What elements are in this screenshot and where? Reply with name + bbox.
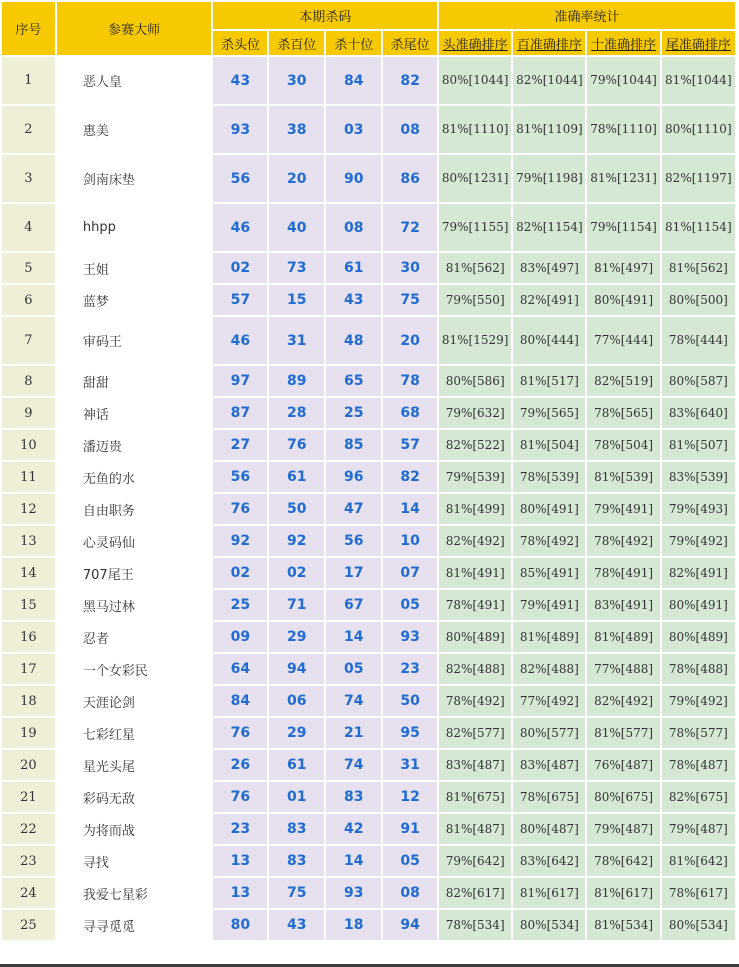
tens-accuracy-stat: 81%[617] xyxy=(587,878,659,908)
hundreds-accuracy-stat: 81%[504] xyxy=(513,430,585,460)
kill-tail-code: 57 xyxy=(383,430,437,460)
tens-accuracy-stat: 78%[642] xyxy=(587,846,659,876)
kill-tens-code: 74 xyxy=(326,750,381,780)
row-index: 14 xyxy=(2,558,55,588)
kill-tail-code: 30 xyxy=(383,253,437,283)
kill-tail-code: 08 xyxy=(383,106,437,153)
master-name: 王姐 xyxy=(57,253,212,283)
row-index: 6 xyxy=(2,285,55,315)
master-name: 剑南床垫 xyxy=(57,155,212,202)
kill-tail-code: 91 xyxy=(383,814,437,844)
head-accuracy-stat: 80%[1044] xyxy=(439,57,511,104)
tail-accuracy-stat: 81%[642] xyxy=(662,846,735,876)
head-accuracy-stat: 81%[491] xyxy=(439,558,511,588)
kill-hundreds-code: 31 xyxy=(269,317,324,364)
table-row xyxy=(2,398,735,428)
kill-tens-code: 93 xyxy=(326,878,381,908)
table-row xyxy=(2,106,735,153)
head-accuracy-stat: 79%[1155] xyxy=(439,204,511,251)
tail-accuracy-stat: 82%[675] xyxy=(662,782,735,812)
kill-hundreds-code: 28 xyxy=(269,398,324,428)
hundreds-accuracy-stat: 79%[1198] xyxy=(513,155,585,202)
row-index: 17 xyxy=(2,654,55,684)
kill-tens-code: 96 xyxy=(326,462,381,492)
row-index: 8 xyxy=(2,366,55,396)
tens-accuracy-stat: 78%[491] xyxy=(587,558,659,588)
header-kill-group: 本期杀码 xyxy=(213,2,437,29)
kill-tail-code: 95 xyxy=(383,718,437,748)
tens-accuracy-stat: 80%[491] xyxy=(587,285,659,315)
tail-accuracy-stat: 80%[491] xyxy=(662,590,735,620)
tail-accuracy-stat: 80%[489] xyxy=(662,622,735,652)
tail-accuracy-stat: 80%[500] xyxy=(662,285,735,315)
kill-hundreds-code: 92 xyxy=(269,526,324,556)
tail-accuracy-stat: 78%[488] xyxy=(662,654,735,684)
kill-head-code: 93 xyxy=(213,106,267,153)
table-row xyxy=(2,204,735,251)
master-name: 一个女彩民 xyxy=(57,654,212,684)
kill-head-code: 92 xyxy=(213,526,267,556)
kill-head-code: 46 xyxy=(213,317,267,364)
table-row xyxy=(2,654,735,684)
head-accuracy-stat: 82%[522] xyxy=(439,430,511,460)
kill-hundreds-code: 38 xyxy=(269,106,324,153)
tens-accuracy-stat: 77%[444] xyxy=(587,317,659,364)
head-accuracy-stat: 81%[562] xyxy=(439,253,511,283)
head-accuracy-stat: 83%[487] xyxy=(439,750,511,780)
kill-tens-code: 48 xyxy=(326,317,381,364)
hundreds-accuracy-stat: 85%[491] xyxy=(513,558,585,588)
head-accuracy-stat: 80%[489] xyxy=(439,622,511,652)
kill-tens-code: 90 xyxy=(326,155,381,202)
hundreds-accuracy-stat: 80%[444] xyxy=(513,317,585,364)
hundreds-accuracy-stat: 78%[539] xyxy=(513,462,585,492)
kill-tens-code: 18 xyxy=(326,910,381,940)
table-row xyxy=(2,494,735,524)
kill-head-code: 64 xyxy=(213,654,267,684)
kill-head-code: 25 xyxy=(213,590,267,620)
kill-tens-code: 14 xyxy=(326,622,381,652)
table-row xyxy=(2,285,735,315)
tens-accuracy-stat: 81%[1231] xyxy=(587,155,659,202)
kill-head-code: 57 xyxy=(213,285,267,315)
kill-tens-code: 65 xyxy=(326,366,381,396)
hundreds-accuracy-stat: 80%[534] xyxy=(513,910,585,940)
kill-tens-code: 43 xyxy=(326,285,381,315)
tail-accuracy-stat: 83%[640] xyxy=(662,398,735,428)
hundreds-accuracy-stat: 78%[492] xyxy=(513,526,585,556)
row-index: 7 xyxy=(2,317,55,364)
kill-tail-code: 05 xyxy=(383,590,437,620)
row-index: 22 xyxy=(2,814,55,844)
kill-hundreds-code: 75 xyxy=(269,878,324,908)
hundreds-accuracy-stat: 82%[1154] xyxy=(513,204,585,251)
tail-accuracy-stat: 80%[587] xyxy=(662,366,735,396)
kill-hundreds-code: 89 xyxy=(269,366,324,396)
table-row xyxy=(2,155,735,202)
kill-head-code: 02 xyxy=(213,558,267,588)
hundreds-accuracy-stat: 82%[488] xyxy=(513,654,585,684)
table-row xyxy=(2,253,735,283)
hundreds-accuracy-stat: 82%[1044] xyxy=(513,57,585,104)
kill-head-code: 80 xyxy=(213,910,267,940)
kill-hundreds-code: 02 xyxy=(269,558,324,588)
master-name: 天涯论剑 xyxy=(57,686,212,716)
kill-head-code: 13 xyxy=(213,846,267,876)
row-index: 25 xyxy=(2,910,55,940)
tens-accuracy-stat: 79%[1154] xyxy=(587,204,659,251)
row-index: 12 xyxy=(2,494,55,524)
kill-tens-code: 85 xyxy=(326,430,381,460)
tail-accuracy-stat: 79%[487] xyxy=(662,814,735,844)
row-index: 19 xyxy=(2,718,55,748)
master-name: 心灵码仙 xyxy=(57,526,212,556)
kill-hundreds-code: 01 xyxy=(269,782,324,812)
tail-accuracy-stat: 81%[1154] xyxy=(662,204,735,251)
hundreds-accuracy-stat: 79%[491] xyxy=(513,590,585,620)
header-master: 参赛大师 xyxy=(57,2,212,55)
kill-tens-code: 03 xyxy=(326,106,381,153)
tens-accuracy-stat: 81%[539] xyxy=(587,462,659,492)
kill-hundreds-code: 61 xyxy=(269,462,324,492)
kill-tail-code: 82 xyxy=(383,462,437,492)
head-accuracy-stat: 78%[492] xyxy=(439,686,511,716)
kill-hundreds-code: 06 xyxy=(269,686,324,716)
header-accuracy-group: 准确率统计 xyxy=(439,2,735,29)
table-row xyxy=(2,718,735,748)
table-row xyxy=(2,910,735,940)
kill-hundreds-code: 29 xyxy=(269,718,324,748)
head-accuracy-stat: 79%[642] xyxy=(439,846,511,876)
kill-tail-code: 78 xyxy=(383,366,437,396)
tail-accuracy-stat: 79%[492] xyxy=(662,526,735,556)
master-name: 寻寻觅觅 xyxy=(57,910,212,940)
row-index: 23 xyxy=(2,846,55,876)
kill-hundreds-code: 43 xyxy=(269,910,324,940)
kill-tail-code: 23 xyxy=(383,654,437,684)
table-row xyxy=(2,590,735,620)
hundreds-accuracy-stat: 79%[565] xyxy=(513,398,585,428)
head-accuracy-stat: 82%[488] xyxy=(439,654,511,684)
kill-tens-code: 74 xyxy=(326,686,381,716)
master-name: 甜甜 xyxy=(57,366,212,396)
master-name: 七彩红星 xyxy=(57,718,212,748)
hundreds-accuracy-stat: 83%[642] xyxy=(513,846,585,876)
row-index: 16 xyxy=(2,622,55,652)
kill-tail-code: 75 xyxy=(383,285,437,315)
row-index: 2 xyxy=(2,106,55,153)
kill-tail-code: 82 xyxy=(383,57,437,104)
kill-tens-code: 56 xyxy=(326,526,381,556)
kill-tens-code: 83 xyxy=(326,782,381,812)
tail-accuracy-stat: 80%[1110] xyxy=(662,106,735,153)
kill-head-code: 56 xyxy=(213,155,267,202)
kill-hundreds-code: 29 xyxy=(269,622,324,652)
hundreds-accuracy-stat: 81%[1109] xyxy=(513,106,585,153)
header-kill-hundreds: 杀百位 xyxy=(269,31,324,55)
kill-head-code: 02 xyxy=(213,253,267,283)
kill-tail-code: 14 xyxy=(383,494,437,524)
master-name: 黑马过林 xyxy=(57,590,212,620)
table-row xyxy=(2,846,735,876)
hundreds-accuracy-stat: 83%[487] xyxy=(513,750,585,780)
master-name: 审码王 xyxy=(57,317,212,364)
tens-accuracy-stat: 78%[565] xyxy=(587,398,659,428)
tail-accuracy-stat: 78%[617] xyxy=(662,878,735,908)
kill-tail-code: 72 xyxy=(383,204,437,251)
row-index: 9 xyxy=(2,398,55,428)
head-accuracy-stat: 81%[1110] xyxy=(439,106,511,153)
tail-accuracy-stat: 82%[1197] xyxy=(662,155,735,202)
kill-head-code: 43 xyxy=(213,57,267,104)
kill-tail-code: 20 xyxy=(383,317,437,364)
tens-accuracy-stat: 79%[491] xyxy=(587,494,659,524)
table-row xyxy=(2,782,735,812)
kill-tens-code: 42 xyxy=(326,814,381,844)
header-kill-tens: 杀十位 xyxy=(326,31,381,55)
tens-accuracy-stat: 78%[504] xyxy=(587,430,659,460)
row-index: 4 xyxy=(2,204,55,251)
tail-accuracy-stat: 79%[493] xyxy=(662,494,735,524)
tens-accuracy-stat: 79%[487] xyxy=(587,814,659,844)
kill-hundreds-code: 20 xyxy=(269,155,324,202)
tens-accuracy-stat: 76%[487] xyxy=(587,750,659,780)
tens-accuracy-stat: 78%[1110] xyxy=(587,106,659,153)
kill-head-code: 76 xyxy=(213,718,267,748)
tens-accuracy-stat: 82%[492] xyxy=(587,686,659,716)
tail-accuracy-stat: 82%[491] xyxy=(662,558,735,588)
head-accuracy-stat: 81%[499] xyxy=(439,494,511,524)
tens-accuracy-stat: 81%[489] xyxy=(587,622,659,652)
row-index: 11 xyxy=(2,462,55,492)
header-kill-head: 杀头位 xyxy=(213,31,267,55)
kill-tail-code: 86 xyxy=(383,155,437,202)
row-index: 21 xyxy=(2,782,55,812)
row-index: 18 xyxy=(2,686,55,716)
master-name: 我爱七星彩 xyxy=(57,878,212,908)
table-row xyxy=(2,750,735,780)
kill-head-code: 87 xyxy=(213,398,267,428)
kill-tens-code: 21 xyxy=(326,718,381,748)
head-accuracy-stat: 78%[491] xyxy=(439,590,511,620)
row-index: 3 xyxy=(2,155,55,202)
kill-tail-code: 08 xyxy=(383,878,437,908)
kill-tail-code: 10 xyxy=(383,526,437,556)
kill-head-code: 13 xyxy=(213,878,267,908)
kill-tens-code: 47 xyxy=(326,494,381,524)
tail-accuracy-stat: 81%[507] xyxy=(662,430,735,460)
kill-hundreds-code: 30 xyxy=(269,57,324,104)
head-accuracy-stat: 79%[632] xyxy=(439,398,511,428)
kill-tail-code: 31 xyxy=(383,750,437,780)
tail-accuracy-stat: 81%[562] xyxy=(662,253,735,283)
row-index: 5 xyxy=(2,253,55,283)
head-accuracy-stat: 81%[675] xyxy=(439,782,511,812)
kill-head-code: 56 xyxy=(213,462,267,492)
hundreds-accuracy-stat: 80%[487] xyxy=(513,814,585,844)
master-name: 707尾王 xyxy=(57,558,212,588)
head-accuracy-stat: 82%[617] xyxy=(439,878,511,908)
table-body xyxy=(2,57,735,940)
tail-accuracy-stat: 83%[539] xyxy=(662,462,735,492)
kill-hundreds-code: 73 xyxy=(269,253,324,283)
kill-head-code: 26 xyxy=(213,750,267,780)
row-index: 24 xyxy=(2,878,55,908)
header-index: 序号 xyxy=(2,2,55,55)
kill-tail-code: 93 xyxy=(383,622,437,652)
hundreds-accuracy-stat: 80%[491] xyxy=(513,494,585,524)
tail-accuracy-stat: 79%[492] xyxy=(662,686,735,716)
kill-head-code: 27 xyxy=(213,430,267,460)
kill-hundreds-code: 15 xyxy=(269,285,324,315)
kill-tens-code: 84 xyxy=(326,57,381,104)
kill-hundreds-code: 50 xyxy=(269,494,324,524)
table-row xyxy=(2,430,735,460)
row-index: 1 xyxy=(2,57,55,104)
kill-tail-code: 07 xyxy=(383,558,437,588)
master-name: 神话 xyxy=(57,398,212,428)
kill-head-code: 76 xyxy=(213,494,267,524)
kill-hundreds-code: 94 xyxy=(269,654,324,684)
head-accuracy-stat: 80%[586] xyxy=(439,366,511,396)
tail-accuracy-stat: 78%[444] xyxy=(662,317,735,364)
table-row xyxy=(2,558,735,588)
table-row xyxy=(2,814,735,844)
kill-tail-code: 12 xyxy=(383,782,437,812)
head-accuracy-stat: 80%[1231] xyxy=(439,155,511,202)
kill-tens-code: 08 xyxy=(326,204,381,251)
sort-head-accuracy[interactable]: 头准确排序 xyxy=(439,31,511,55)
hundreds-accuracy-stat: 81%[617] xyxy=(513,878,585,908)
kill-tens-code: 17 xyxy=(326,558,381,588)
hundreds-accuracy-stat: 81%[489] xyxy=(513,622,585,652)
table-row xyxy=(2,462,735,492)
kill-hundreds-code: 71 xyxy=(269,590,324,620)
tens-accuracy-stat: 78%[492] xyxy=(587,526,659,556)
kill-head-code: 97 xyxy=(213,366,267,396)
kill-tens-code: 61 xyxy=(326,253,381,283)
head-accuracy-stat: 78%[534] xyxy=(439,910,511,940)
master-name: 为将而战 xyxy=(57,814,212,844)
master-name: hhpp xyxy=(57,204,212,251)
table-row xyxy=(2,526,735,556)
tens-accuracy-stat: 81%[577] xyxy=(587,718,659,748)
tens-accuracy-stat: 80%[675] xyxy=(587,782,659,812)
master-name: 寻找 xyxy=(57,846,212,876)
tens-accuracy-stat: 83%[491] xyxy=(587,590,659,620)
master-name: 无鱼的水 xyxy=(57,462,212,492)
sort-tail-accuracy[interactable]: 尾准确排序 xyxy=(662,31,735,55)
row-index: 20 xyxy=(2,750,55,780)
kill-tens-code: 14 xyxy=(326,846,381,876)
tail-accuracy-stat: 80%[534] xyxy=(662,910,735,940)
kill-hundreds-code: 83 xyxy=(269,846,324,876)
table-header xyxy=(2,2,735,55)
sort-tens-accuracy[interactable]: 十准确排序 xyxy=(587,31,659,55)
kill-head-code: 76 xyxy=(213,782,267,812)
row-index: 13 xyxy=(2,526,55,556)
head-accuracy-stat: 81%[1529] xyxy=(439,317,511,364)
hundreds-accuracy-stat: 77%[492] xyxy=(513,686,585,716)
header-kill-tail: 杀尾位 xyxy=(383,31,437,55)
hundreds-accuracy-stat: 82%[491] xyxy=(513,285,585,315)
kill-head-code: 46 xyxy=(213,204,267,251)
tens-accuracy-stat: 81%[534] xyxy=(587,910,659,940)
hundreds-accuracy-stat: 81%[517] xyxy=(513,366,585,396)
tens-accuracy-stat: 82%[519] xyxy=(587,366,659,396)
master-name: 恶人皇 xyxy=(57,57,212,104)
master-name: 蓝梦 xyxy=(57,285,212,315)
tens-accuracy-stat: 81%[497] xyxy=(587,253,659,283)
head-accuracy-stat: 82%[577] xyxy=(439,718,511,748)
kill-head-code: 09 xyxy=(213,622,267,652)
row-index: 15 xyxy=(2,590,55,620)
master-name: 惠美 xyxy=(57,106,212,153)
kill-hundreds-code: 83 xyxy=(269,814,324,844)
tens-accuracy-stat: 79%[1044] xyxy=(587,57,659,104)
kill-tail-code: 50 xyxy=(383,686,437,716)
head-accuracy-stat: 82%[492] xyxy=(439,526,511,556)
master-name: 彩码无敌 xyxy=(57,782,212,812)
tail-accuracy-stat: 81%[1044] xyxy=(662,57,735,104)
kill-hundreds-code: 40 xyxy=(269,204,324,251)
kill-head-code: 84 xyxy=(213,686,267,716)
kill-head-code: 23 xyxy=(213,814,267,844)
hundreds-accuracy-stat: 83%[497] xyxy=(513,253,585,283)
hundreds-accuracy-stat: 78%[675] xyxy=(513,782,585,812)
kill-tens-code: 25 xyxy=(326,398,381,428)
kill-tail-code: 68 xyxy=(383,398,437,428)
hundreds-accuracy-stat: 80%[577] xyxy=(513,718,585,748)
master-name: 星光头尾 xyxy=(57,750,212,780)
table-row xyxy=(2,686,735,716)
tens-accuracy-stat: 77%[488] xyxy=(587,654,659,684)
tail-accuracy-stat: 78%[487] xyxy=(662,750,735,780)
row-index: 10 xyxy=(2,430,55,460)
kill-tail-code: 05 xyxy=(383,846,437,876)
kill-hundreds-code: 61 xyxy=(269,750,324,780)
table-row xyxy=(2,317,735,364)
head-accuracy-stat: 81%[487] xyxy=(439,814,511,844)
table-row xyxy=(2,57,735,104)
kill-tens-code: 05 xyxy=(326,654,381,684)
head-accuracy-stat: 79%[550] xyxy=(439,285,511,315)
table-row xyxy=(2,366,735,396)
kill-hundreds-code: 76 xyxy=(269,430,324,460)
tail-accuracy-stat: 78%[577] xyxy=(662,718,735,748)
kill-tail-code: 94 xyxy=(383,910,437,940)
master-name: 自由职务 xyxy=(57,494,212,524)
master-name: 忍者 xyxy=(57,622,212,652)
sort-hundreds-accuracy[interactable]: 百准确排序 xyxy=(513,31,585,55)
master-name: 潘迈贵 xyxy=(57,430,212,460)
kill-tens-code: 67 xyxy=(326,590,381,620)
table-row xyxy=(2,622,735,652)
table-row xyxy=(2,878,735,908)
head-accuracy-stat: 79%[539] xyxy=(439,462,511,492)
